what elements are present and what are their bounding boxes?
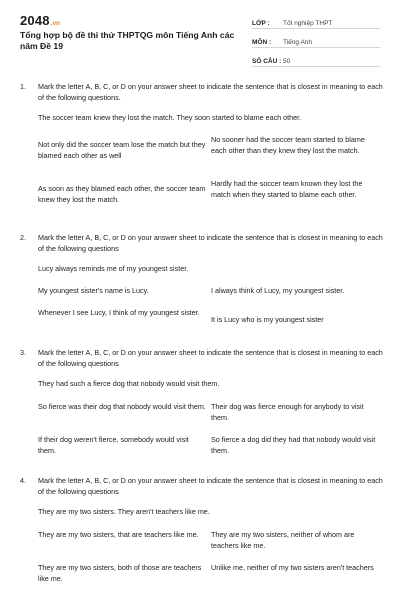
logo-main: 2048 — [20, 13, 50, 28]
question-instruction: Mark the letter A, B, C, or D on your answer sheet to indicate the sentence that is closest in meaning to each of the following questions. — [38, 82, 383, 102]
option-b[interactable]: No sooner had the soccer team started to blame each other than they knew they lost the match. — [211, 135, 365, 155]
site-logo[interactable] — [20, 13, 60, 28]
option-b[interactable]: I always think of Lucy, my youngest sister. — [211, 286, 345, 295]
question-instruction: Mark the letter A, B, C, or D on your answer sheet to indicate the sentence that is closest in meaning to each of the following questions — [38, 348, 383, 368]
option-c[interactable]: As soon as they blamed each other, the soccer team knew they lost the match. — [38, 184, 206, 204]
option-c[interactable]: If their dog weren't fierce, somebody would visit them. — [38, 435, 189, 455]
meta-value: Tốt nghiệp THPT — [283, 20, 333, 27]
option-b[interactable]: They are my two sisters, neither of whom are teachers like me. — [211, 530, 355, 550]
question-instruction: Mark the letter A, B, C, or D on your answer sheet to indicate the sentence that is closest in meaning to each of the following questions — [38, 233, 383, 253]
document-title: Tổng hợp bộ đề thi thử THPTQG môn Tiếng Anh các năm Đề 19 — [20, 30, 235, 51]
option-d[interactable]: So fierce a dog did they had that nobody would visit them. — [211, 435, 376, 455]
question-number: 4. — [20, 476, 26, 485]
option-a[interactable]: Not only did the soccer team lose the match but they blamed each other as well — [38, 140, 206, 160]
option-a[interactable]: So fierce was their dog that nobody would visit them. — [38, 402, 206, 411]
meta-row-subject — [252, 31, 380, 48]
option-c[interactable]: Whenever I see Lucy, I think of my youngest sister. — [38, 308, 200, 317]
question-stem: They are my two sisters. They aren't teachers like me. — [38, 507, 210, 516]
meta-label: LỚP : — [252, 20, 270, 27]
option-b[interactable]: Their dog was fierce enough for anybody to visit them. — [211, 402, 364, 422]
meta-value: 50 — [283, 58, 291, 65]
meta-value: Tiếng Anh — [283, 39, 313, 46]
option-c[interactable]: They are my two sisters, both of those are teachers like me. — [38, 563, 202, 583]
option-a[interactable]: They are my two sisters, that are teachers like me. — [38, 530, 199, 539]
question-stem: The soccer team knew they lost the match. They soon started to blame each other. — [38, 113, 302, 122]
option-a[interactable]: My youngest sister's name is Lucy. — [38, 286, 149, 295]
question-number: 2. — [20, 233, 26, 242]
question-number: 1. — [20, 82, 26, 91]
question-number: 3. — [20, 348, 26, 357]
document-header — [0, 0, 400, 66]
option-d[interactable]: It is Lucy who is my youngest sister — [211, 315, 324, 324]
meta-label: SỐ CÂU : — [252, 58, 282, 65]
question-stem: Lucy always reminds me of my youngest sister. — [38, 264, 189, 273]
option-d[interactable]: Hardly had the soccer team known they lost the match when they started to blame each other. — [211, 179, 363, 199]
option-d[interactable]: Unlike me, neither of my two sisters aren't teachers — [211, 563, 374, 572]
question-stem: They had such a fierce dog that nobody would visit them. — [38, 379, 220, 388]
question-instruction: Mark the letter A, B, C, or D on your answer sheet to indicate the sentence that is closest in meaning to each of the following questions — [38, 476, 383, 496]
meta-table — [252, 12, 380, 69]
logo-sub: .vn — [50, 21, 61, 27]
meta-row-class — [252, 12, 380, 29]
meta-row-count — [252, 50, 380, 67]
meta-label: MÔN : — [252, 39, 272, 46]
